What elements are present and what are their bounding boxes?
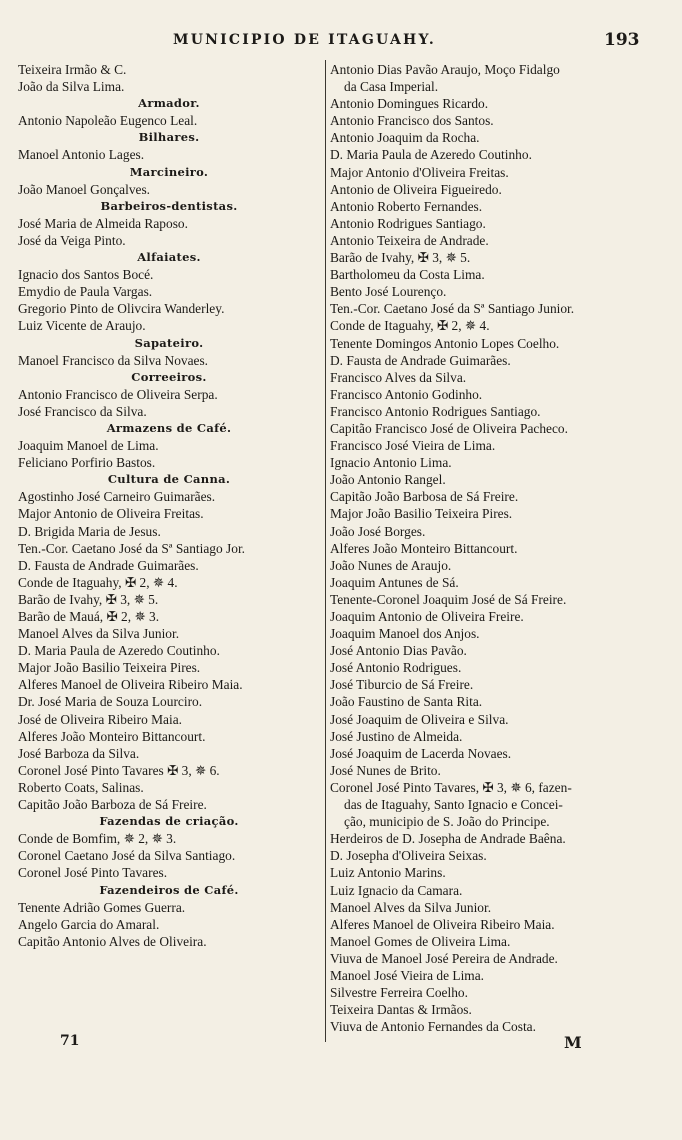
directory-entry: Teixeira Irmão & C. xyxy=(18,62,127,77)
directory-entry: Angelo Garcia do Amaral. xyxy=(18,916,160,932)
directory-entry: Conde de Itaguahy, ✠ 2, ✵ 4. xyxy=(18,574,178,590)
directory-entry: Coronel José Pinto Tavares, ✠ 3, ✵ 6, fazen- xyxy=(330,779,572,795)
directory-entry: Antonio de Oliveira Figueiredo. xyxy=(330,181,502,197)
directory-entry: Francisco Antonio Godinho. xyxy=(330,386,483,402)
directory-entry: Capitão Antonio Alves de Oliveira. xyxy=(18,933,207,949)
directory-entry: Barão de Ivahy, ✠ 3, ✵ 5. xyxy=(18,591,159,607)
directory-entry: Gregorio Pinto de Olivcira Wanderley. xyxy=(18,301,225,317)
directory-entry: Francisco Alves da Silva. xyxy=(330,369,467,385)
section-heading: Marcineiro. xyxy=(129,164,209,179)
directory-entry: D. Fausta de Andrade Guimarães. xyxy=(18,557,199,573)
directory-entry: Manoel Alves da Silva Junior. xyxy=(330,899,492,915)
page-header xyxy=(0,30,682,54)
directory-entry: José Nunes de Brito. xyxy=(330,762,441,778)
section-heading: Fazendeiros de Café. xyxy=(99,882,239,897)
directory-entry: Tenente Adrião Gomes Guerra. xyxy=(18,899,186,915)
directory-entry: Major Antonio de Oliveira Freitas. xyxy=(18,506,204,522)
directory-entry: Teixeira Dantas & Irmãos. xyxy=(330,1002,472,1018)
directory-entry: Manoel Alves da Silva Junior. xyxy=(18,626,180,642)
directory-entry: Luiz Vicente de Araujo. xyxy=(18,318,146,334)
directory-entry: Luiz Ignacio da Camara. xyxy=(330,882,463,898)
section-heading: Bilhares. xyxy=(138,130,200,145)
right-column xyxy=(330,61,670,1035)
directory-entry: Coronel José Pinto Tavares ✠ 3, ✵ 6. xyxy=(18,762,220,778)
directory-entry: Viuva de Antonio Fernandes da Costa. xyxy=(330,1019,536,1035)
directory-entry: Capitão Francisco José de Oliveira Pacheco. xyxy=(330,420,568,436)
section-heading: Armazens de Café. xyxy=(106,420,232,435)
column-divider xyxy=(325,60,326,1042)
directory-entry: Joaquim Manoel dos Anjos. xyxy=(330,626,480,642)
section-heading: Barbeiros-dentistas. xyxy=(100,198,238,213)
directory-entry: Bartholomeu da Costa Lima. xyxy=(330,267,485,283)
entry-continuation: das de Itaguahy, Santo Ignacio e Concei- xyxy=(344,797,563,813)
section-heading: Armador. xyxy=(138,96,200,111)
directory-entry: João Manoel Gonçalves. xyxy=(18,181,151,197)
directory-entry: João José Borges. xyxy=(330,523,426,539)
directory-entry: D. Josepha d'Oliveira Seixas. xyxy=(330,848,487,864)
directory-entry: José Maria de Almeida Raposo. xyxy=(18,215,188,231)
directory-entry: Barão de Ivahy, ✠ 3, ✵ 5. xyxy=(330,250,471,266)
section-heading: Sapateiro. xyxy=(134,335,204,350)
directory-entry: Dr. José Maria de Souza Lourciro. xyxy=(18,694,203,710)
directory-entry: Manoel Gomes de Oliveira Lima. xyxy=(330,933,511,949)
directory-entry: Ten.-Cor. Caetano José da Sª Santiago Jor. xyxy=(18,540,246,556)
directory-entry: Manoel Antonio Lages. xyxy=(18,147,145,163)
directory-entry: Antonio Domingues Ricardo. xyxy=(330,96,489,112)
directory-entry: Tenente Domingos Antonio Lopes Coelho. xyxy=(330,335,560,351)
directory-entry: José Francisco da Silva. xyxy=(18,403,147,419)
directory-entry: D. Fausta de Andrade Guimarães. xyxy=(330,352,511,368)
directory-entry: Major Antonio d'Oliveira Freitas. xyxy=(330,164,509,180)
directory-entry: José Joaquim de Lacerda Novaes. xyxy=(330,745,512,761)
directory-entry: Antonio Rodrigues Santiago. xyxy=(330,215,486,231)
directory-entry: Joaquim Manoel de Lima. xyxy=(18,438,159,454)
directory-entry: D. Maria Paula de Azeredo Coutinho. xyxy=(330,147,532,163)
directory-entry: Ten.-Cor. Caetano José da Sª Santiago Junior. xyxy=(330,301,575,317)
directory-entry: Viuva de Manoel José Pereira de Andrade. xyxy=(330,950,558,966)
directory-entry: José Tiburcio de Sá Freire. xyxy=(330,677,474,693)
directory-entry: Manoel Francisco da Silva Novaes. xyxy=(18,352,209,368)
directory-entry: Emydio de Paula Vargas. xyxy=(18,284,153,300)
entry-continuation: da Casa Imperial. xyxy=(344,79,439,95)
page-number: 193 xyxy=(604,30,640,50)
directory-entry: Capitão João Barbosa de Sá Freire. xyxy=(330,489,519,505)
directory-entry: José da Veiga Pinto. xyxy=(18,232,126,248)
directory-entry: Major João Basilio Teixeira Pires. xyxy=(18,660,201,676)
directory-entry: Antonio Roberto Fernandes. xyxy=(330,198,483,214)
directory-entry: João Faustino de Santa Rita. xyxy=(330,694,483,710)
signature-mark-left: 71 xyxy=(60,1033,80,1049)
directory-entry: Barão de Mauá, ✠ 2, ✵ 3. xyxy=(18,609,160,624)
directory-entry: Joaquim Antonio de Oliveira Freire. xyxy=(330,609,524,624)
directory-entry: Ignacio dos Santos Bocé. xyxy=(18,267,154,283)
entry-continuation: ção, municipio de S. João do Principe. xyxy=(344,814,550,830)
directory-entry: Francisco Antonio Rodrigues Santiago. xyxy=(330,403,541,419)
section-heading: Correeiros. xyxy=(131,369,207,384)
directory-entry: José Barboza da Silva. xyxy=(18,745,140,761)
directory-entry: Conde de Bomfim, ✵ 2, ✵ 3. xyxy=(18,831,177,847)
section-heading: Cultura de Canna. xyxy=(107,472,231,487)
directory-entry: Feliciano Porfirio Bastos. xyxy=(18,455,156,471)
directory-entry: D. Brigida Maria de Jesus. xyxy=(18,523,161,539)
directory-entry: João Antonio Rangel. xyxy=(330,472,446,488)
directory-entry: Coronel José Pinto Tavares. xyxy=(18,865,168,881)
directory-entry: Ignacio Antonio Lima. xyxy=(330,455,452,471)
directory-entry: Alferes Manoel de Oliveira Ribeiro Maia. xyxy=(330,916,555,932)
directory-entry: Antonio Joaquim da Rocha. xyxy=(330,130,480,146)
directory-entry: Alferes Manoel de Oliveira Ribeiro Maia. xyxy=(18,677,243,693)
directory-entry: José Joaquim de Oliveira e Silva. xyxy=(330,711,509,727)
directory-entry: José Antonio Rodrigues. xyxy=(330,660,462,676)
directory-entry: Herdeiros de D. Josepha de Andrade Baêna. xyxy=(330,831,566,847)
directory-entry: José de Oliveira Ribeiro Maia. xyxy=(18,711,182,727)
section-heading: Alfaiates. xyxy=(137,250,201,265)
directory-entry: Antonio Napoleão Eugenco Leal. xyxy=(18,113,198,129)
directory-entry: José Justino de Almeida. xyxy=(330,728,463,744)
directory-entry: Alferes João Monteiro Bittancourt. xyxy=(18,728,206,744)
signature-mark-right: M xyxy=(564,1033,582,1052)
directory-entry: Silvestre Ferreira Coelho. xyxy=(330,985,468,1001)
page-title: MUNICIPIO DE ITAGUAHY. xyxy=(173,32,436,48)
directory-entry: Manoel José Vieira de Lima. xyxy=(330,967,485,983)
directory-entry: José Antonio Dias Pavão. xyxy=(330,643,467,659)
directory-entry: Tenente-Coronel Joaquim José de Sá Freire. xyxy=(330,591,567,607)
directory-entry: Joaquim Antunes de Sá. xyxy=(330,574,459,590)
directory-entry: Alferes João Monteiro Bittancourt. xyxy=(330,540,518,556)
directory-entry: Antonio Teixeira de Andrade. xyxy=(330,232,489,248)
directory-entry: D. Maria Paula de Azeredo Coutinho. xyxy=(18,643,220,659)
directory-entry: Bento José Lourenço. xyxy=(330,284,447,300)
directory-entry: Agostinho José Carneiro Guimarães. xyxy=(18,489,216,505)
directory-entry: Roberto Coats, Salinas. xyxy=(18,779,144,795)
directory-entry: João Nunes de Araujo. xyxy=(330,557,452,573)
directory-entry: Antonio Francisco de Oliveira Serpa. xyxy=(18,386,218,402)
directory-entry: João da Silva Lima. xyxy=(18,79,125,95)
directory-entry: Luiz Antonio Marins. xyxy=(330,865,446,881)
directory-entry: Conde de Itaguahy, ✠ 2, ✵ 4. xyxy=(330,318,490,334)
directory-entry: Antonio Dias Pavão Araujo, Moço Fidalgo xyxy=(330,62,560,77)
directory-entry: Capitão João Barboza de Sá Freire. xyxy=(18,797,207,813)
section-heading: Fazendas de criação. xyxy=(99,814,239,829)
left-column xyxy=(18,61,320,950)
directory-entry: Coronel Caetano José da Silva Santiago. xyxy=(18,848,236,864)
directory-entry: Francisco José Vieira de Lima. xyxy=(330,438,496,454)
directory-entry: Antonio Francisco dos Santos. xyxy=(330,113,494,129)
directory-entry: Major João Basilio Teixeira Pires. xyxy=(330,506,513,522)
